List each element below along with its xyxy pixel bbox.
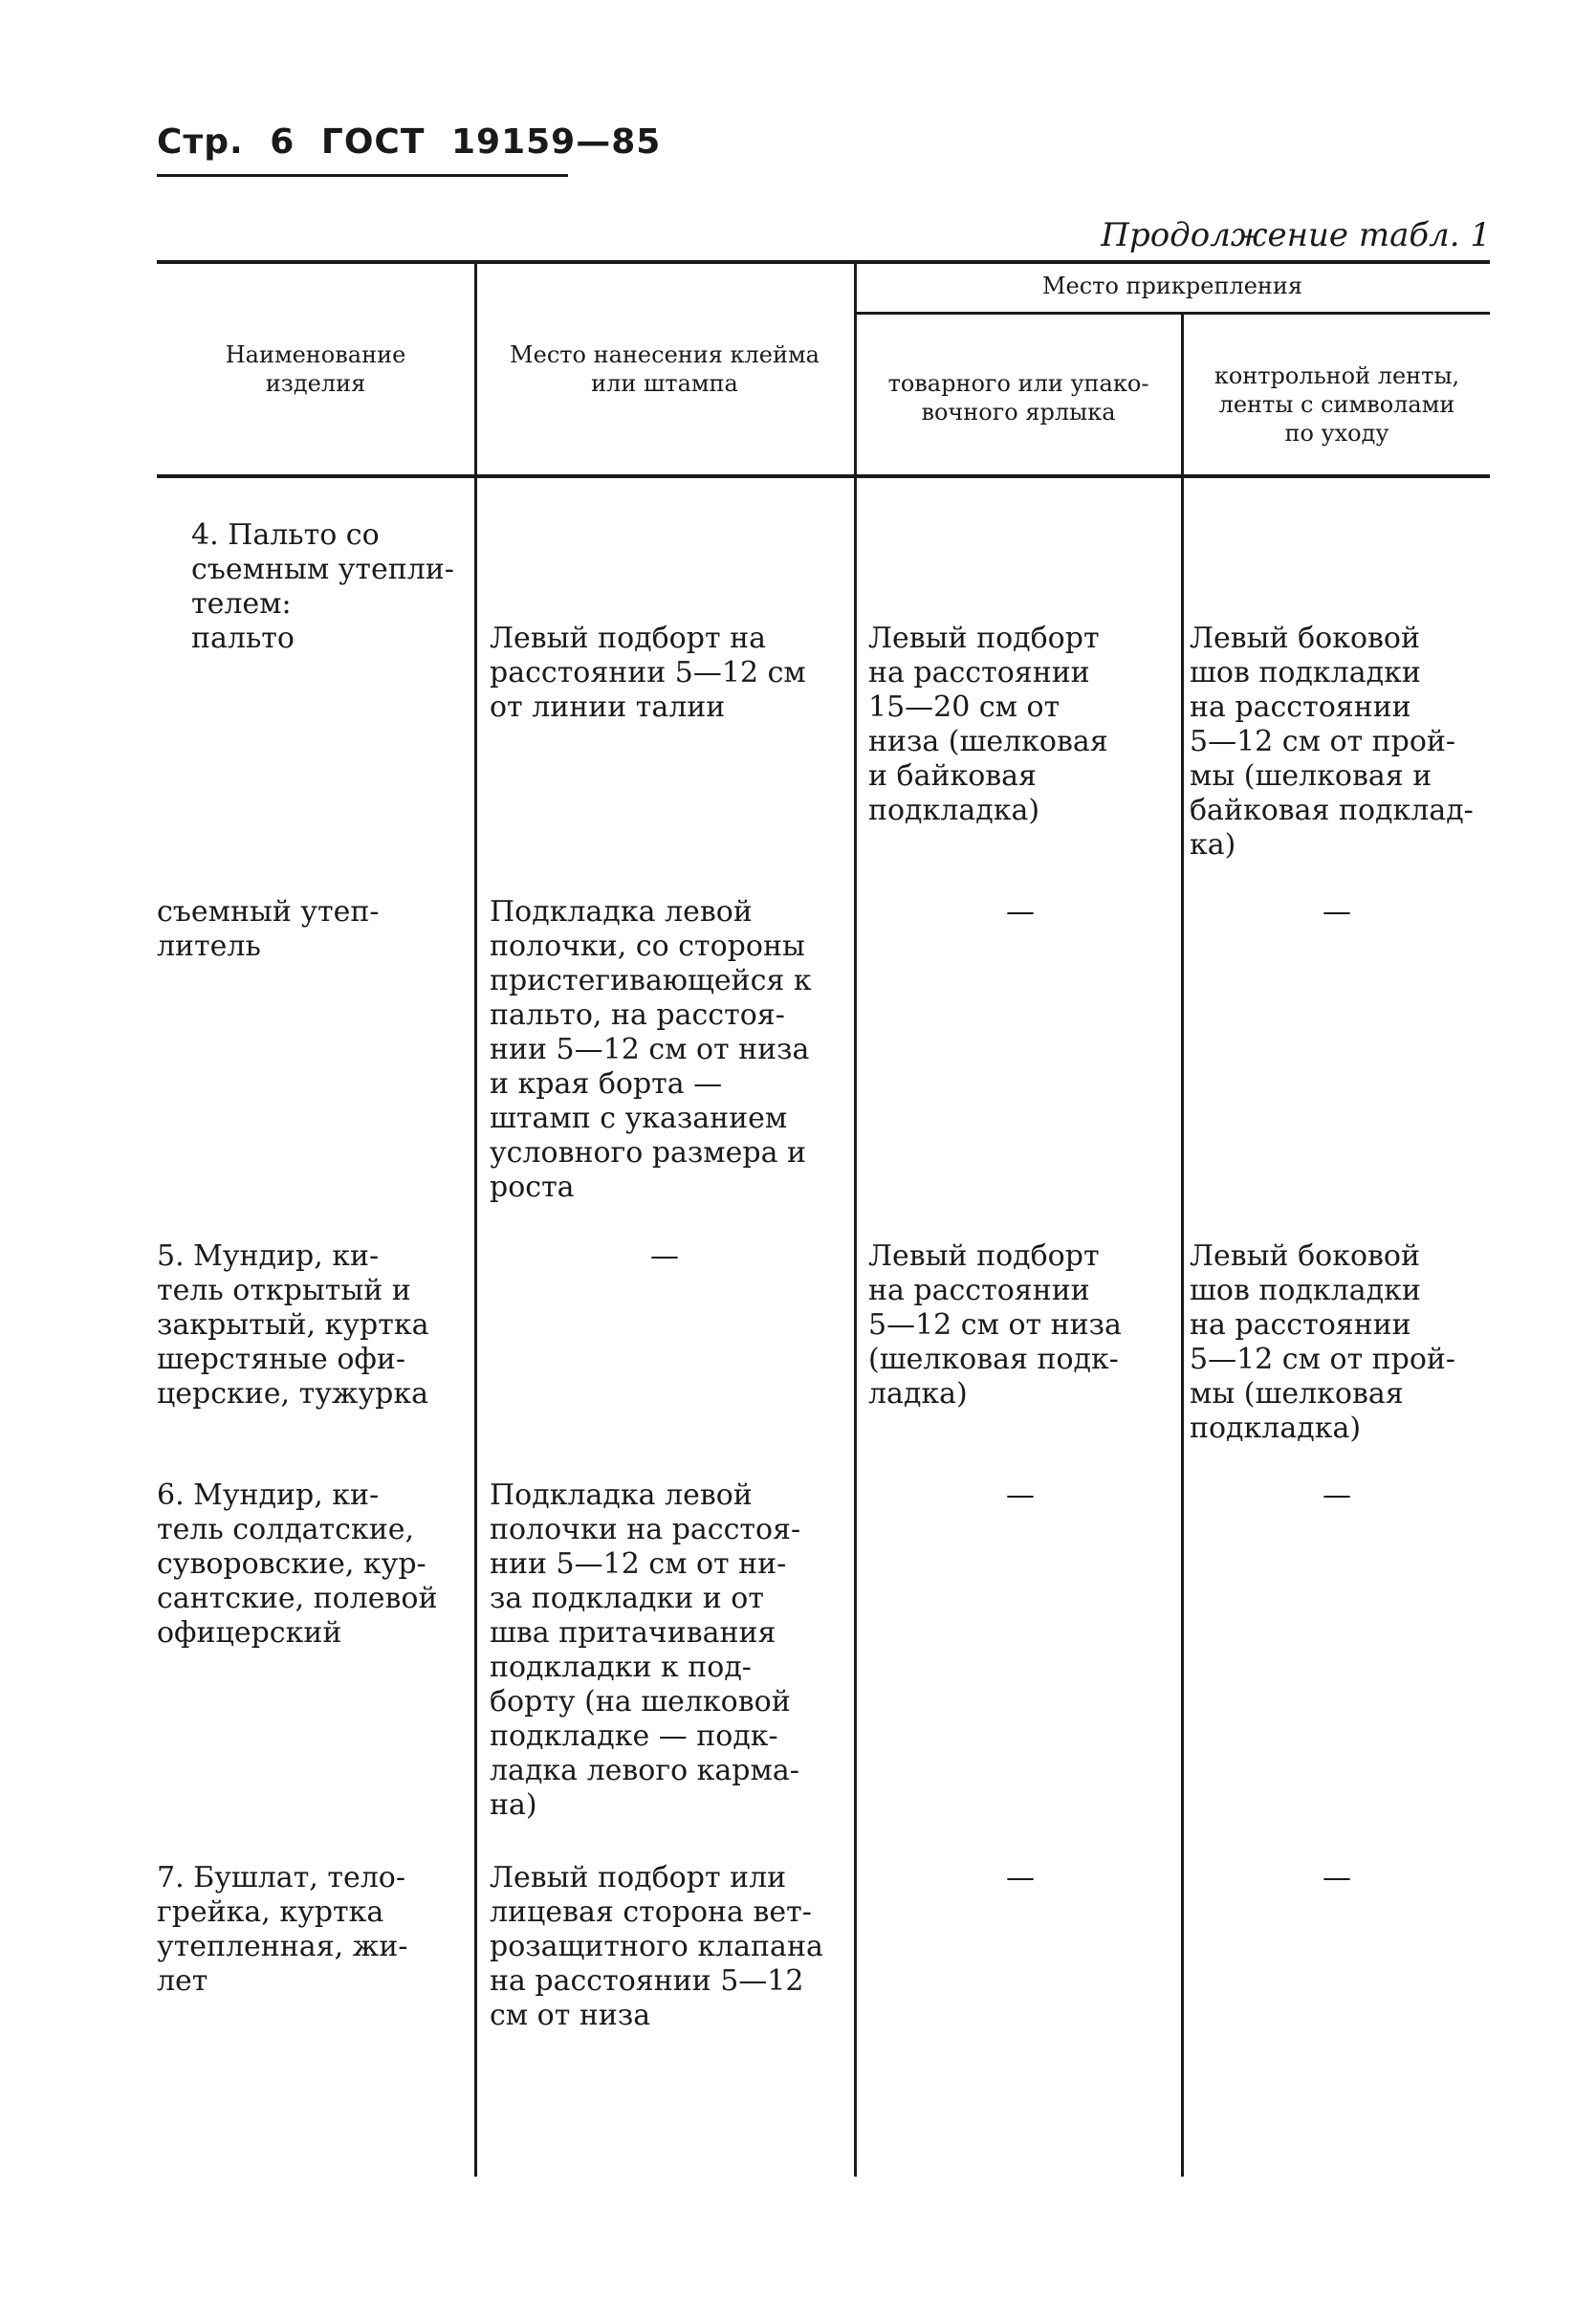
row-liner-product-name: съемный утеп- литель [157,895,380,963]
row-6-tape-location: — [1323,1478,1351,1512]
row-coat-tape-location: Левый боковой шов подкладки на расстоянии 5—12 см от прой- мы (шелковая и байковая подклад- ка) [1190,622,1474,862]
page-number: 6 [270,122,295,162]
row-coat-product-name: пальто [191,622,295,655]
column-divider-3 [1181,315,1184,2177]
row-7-stamp-location: Левый подборт или лицевая сторона вет- розащитного клапана на расстоянии 5—12 см от низа [490,1861,823,2032]
row-4-product-name: 4. Пальто со съемным утепли- телем: [191,518,454,621]
column-header-stamp-location: Место нанесения клейма или штампа [510,341,820,397]
column-divider-2 [854,264,857,2177]
column-header-attachment-group: Место прикрепления [1041,273,1303,299]
column-header-tape-location: контрольной ленты, ленты с символами по уходу [1213,362,1460,447]
standard-number: 19159—85 [450,122,662,162]
row-7-tape-location: — [1323,1861,1351,1894]
row-7-product-name: 7. Бушлат, тело- грейка, куртка утепленная, жи- лет [157,1861,408,1998]
row-coat-label-location: Левый подборт на расстоянии 15—20 см от низа (шелковая и байковая подкладка) [868,622,1108,827]
column-header-label-location: товарного или упако- вочного ярлыка [887,370,1149,426]
row-5-product-name: 5. Мундир, ки- тель открытый и закрытый, куртка шерстяные офи- церские, тужурка [157,1239,429,1411]
row-liner-label-location: — [1006,895,1035,929]
header-bottom-rule [157,474,1490,478]
table-continuation-label: Продолжение табл. 1 [1101,216,1491,254]
row-coat-stamp-location: Левый подборт на расстоянии 5—12 см от линии талии [490,622,806,724]
row-5-stamp-location: — [650,1239,679,1273]
page-header [157,122,674,162]
column-header-product-name: Наименование изделия [225,341,406,397]
attachment-group-rule [855,312,1490,315]
row-liner-tape-location: — [1323,895,1351,929]
row-liner-stamp-location: Подкладка левой полочки, со стороны пристегивающейся к пальто, на расстоя- нии 5—12 см от низа и края борта — штамп с указанием условного размера и роста [490,895,812,1204]
table-top-rule [157,260,1490,264]
row-6-product-name: 6. Мундир, ки- тель солдатские, суворовские, кур- сантские, полевой офицерский [157,1478,438,1650]
row-7-label-location: — [1006,1861,1035,1894]
header-underline [157,174,568,177]
row-5-label-location: Левый подборт на расстоянии 5—12 см от низа (шелковая подк- ладка) [868,1239,1122,1411]
standard-prefix: ГОСТ [320,122,426,162]
row-6-label-location: — [1006,1478,1035,1512]
row-5-tape-location: Левый боковой шов подкладки на расстоянии 5—12 см от прой- мы (шелковая подкладка) [1190,1239,1456,1445]
page-label: Стр. [157,122,244,162]
column-divider-1 [474,264,477,2177]
row-6-stamp-location: Подкладка левой полочки на расстоя- нии 5—12 см от ни- за подкладки и от шва притачивания подкладки к под- борту (на шелковой подкладке — подк- ладка левого карма- на) [490,1478,801,1822]
